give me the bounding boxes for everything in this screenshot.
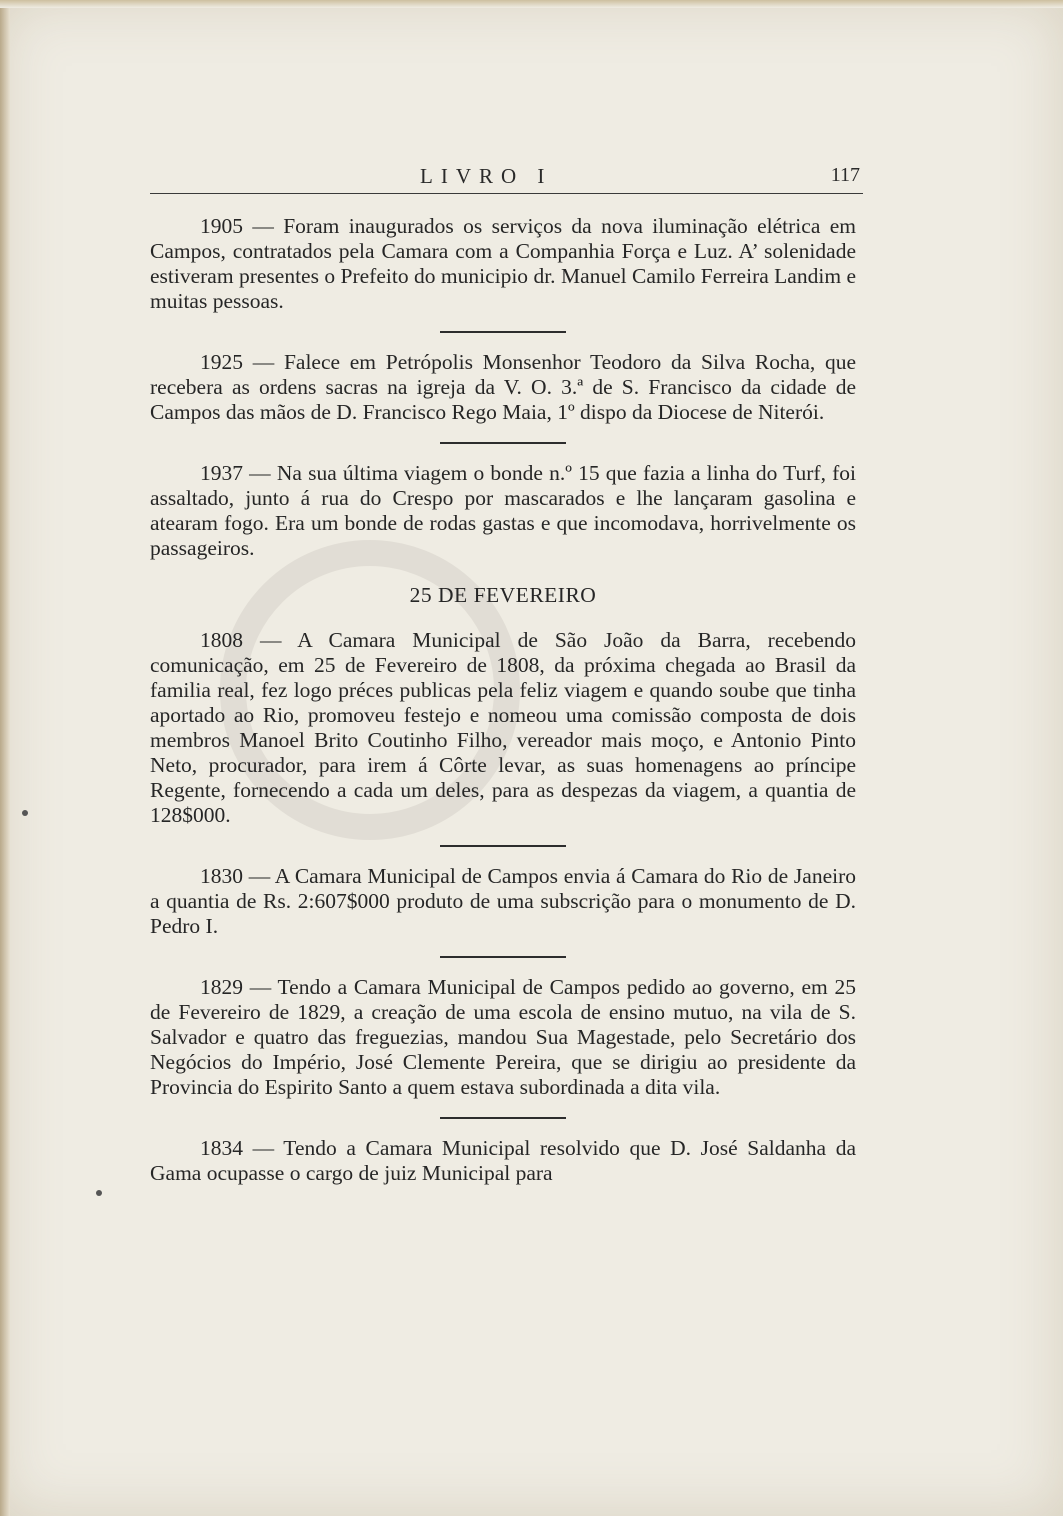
margin-speck [22, 810, 28, 816]
section-heading: 25 DE FEVEREIRO [409, 583, 597, 607]
separator-rule [440, 845, 566, 847]
running-head-title: LIVRO I [420, 164, 553, 188]
entry-1905: 1905 — Foram inaugurados os serviços da nova iluminação elétrica em Campos, contratados pela Camara com a Companhia Força e Luz. A’ solenidade estiveram presentes o Prefeito do municipio dr. Manuel Camilo Ferreira Landim e muitas pessoas. [150, 214, 856, 313]
header-rule [150, 193, 863, 194]
entry-1834: 1834 — Tendo a Camara Municipal resolvido que D. José Saldanha da Gama ocupasse o cargo de juiz Municipal para [150, 1136, 856, 1185]
separator-rule [440, 331, 566, 333]
entry-1808: 1808 — A Camara Municipal de São João da Barra, recebendo comunicação, em 25 de Fevereiro de 1808, da próxima chegada ao Brasil da familia real, fez logo préces publicas pela feliz viagem e quando soube que tinha aportado ao Rio, promoveu festejo e nomeou uma comissão composta de dois membros Manoel Brito Coutinho Filho, vereador mais moço, e Antonio Pinto Neto, procurador, para irem á Côrte levar, as suas homenagens ao príncipe Regente, fornecendo a cada um deles, para as despezas da viagem, a quantia de 128$000. [150, 628, 856, 827]
page-edge-top [0, 0, 1063, 8]
body-text [150, 214, 856, 1186]
margin-speck [96, 1190, 102, 1196]
entry-1830: 1830 — A Camara Municipal de Campos envia á Camara do Rio de Janeiro a quantia de Rs. 2:607$000 produto de uma subscrição para o monumento de D. Pedro I. [150, 864, 856, 938]
entry-1937: 1937 — Na sua última viagem o bonde n.º 15 que fazia a linha do Turf, foi assaltado, junto á rua do Crespo por mascarados e lhe lançaram gasolina e atearam fogo. Era um bonde de rodas gastas e que incomodava, horrivelmente os passageiros. [150, 461, 856, 560]
separator-rule [440, 956, 566, 958]
running-head [148, 164, 860, 190]
separator-rule [440, 1117, 566, 1119]
page-edge-left [0, 0, 10, 1516]
entry-1925: 1925 — Falece em Petrópolis Monsenhor Teodoro da Silva Rocha, que recebera as ordens sacras na igreja da V. O. 3.ª de S. Francisco da cidade de Campos das mãos de D. Francisco Rego Maia, 1º dispo da Diocese de Niterói. [150, 350, 856, 424]
entry-1829: 1829 — Tendo a Camara Municipal de Campos pedido ao governo, em 25 de Fevereiro de 1829, a creação de uma escola de ensino mutuo, na vila de S. Salvador e quatro das freguezias, mandou Sua Magestade, pelo Secretário dos Negócios do Império, José Clemente Pereira, que se dirigiu ao presidente da Provincia do Espirito Santo a quem estava subordinada a dita vila. [150, 975, 856, 1099]
page-number: 117 [830, 164, 860, 186]
separator-rule [440, 442, 566, 444]
